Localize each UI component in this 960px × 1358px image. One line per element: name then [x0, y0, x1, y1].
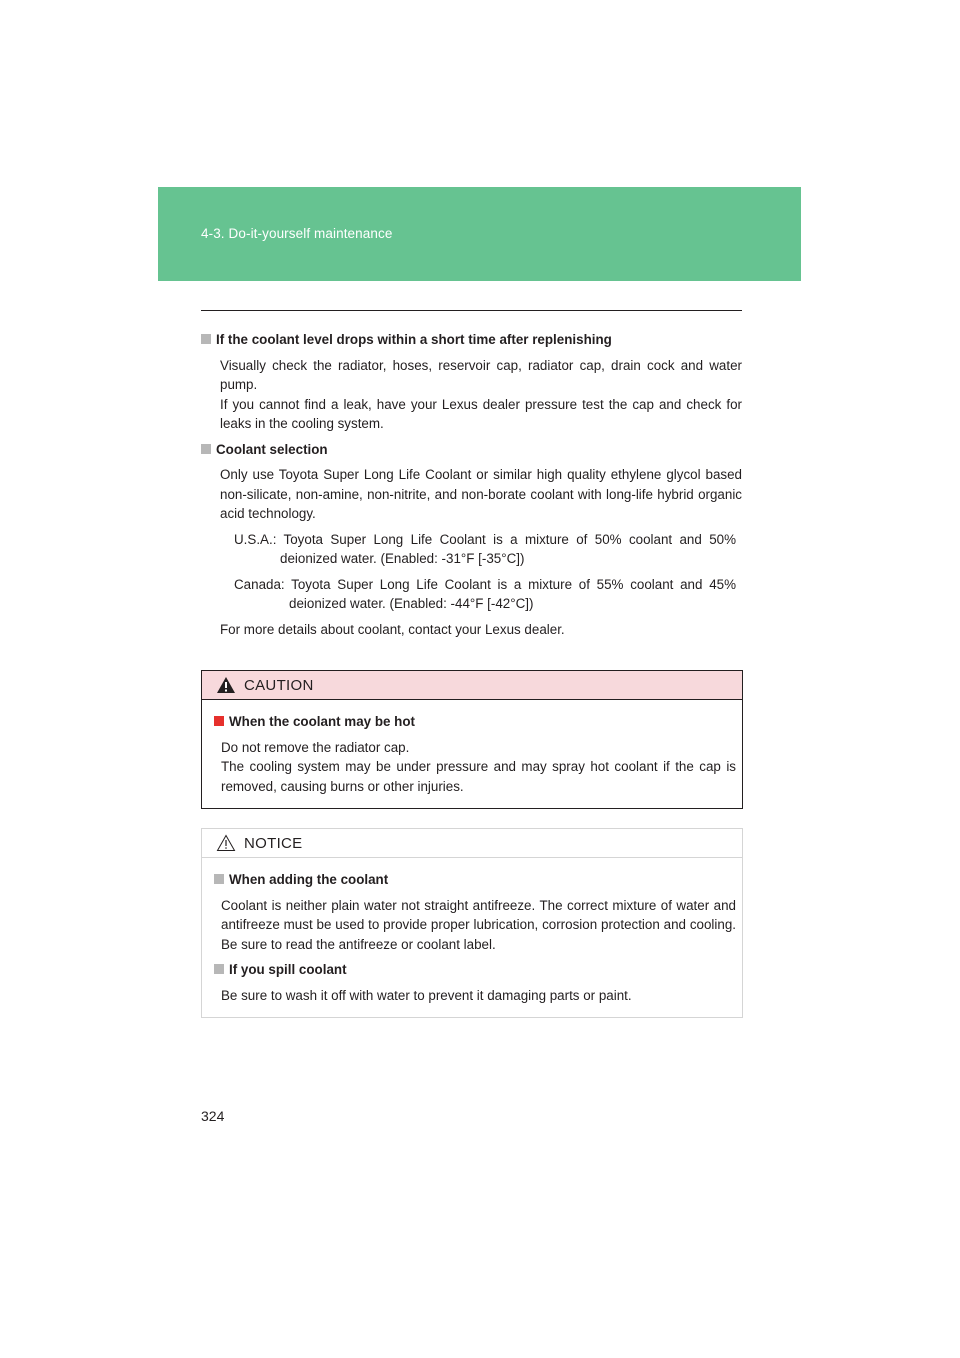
list-item-canada: Canada: Toyota Super Long Life Coolant is a mixture of 55% coolant and 45% deionized water. (Enabled: -44°F [-42°C]): [234, 576, 736, 611]
square-bullet-icon: [201, 444, 211, 454]
list-item-usa: U.S.A.: Toyota Super Long Life Coolant is a mixture of 50% coolant and 50% deionized water. (Enabled: -31°F [-35°C]): [234, 531, 736, 566]
caution-heading: [214, 712, 736, 732]
heading-text: If the coolant level drops within a short time after replenishing: [216, 332, 612, 347]
heading-text: Coolant selection: [216, 441, 328, 457]
square-bullet-icon: [214, 716, 224, 726]
section-title: 4-3. Do-it-yourself maintenance: [201, 226, 393, 241]
caution-header: [202, 671, 742, 700]
paragraph-block: [220, 465, 742, 524]
warning-triangle-icon: [216, 676, 236, 694]
notice-heading: [214, 960, 736, 980]
notice-box: [201, 828, 743, 1018]
paragraph: Only use Toyota Super Long Life Coolant or similar high quality ethylene glycol based non-silicate, non-amine, non-nitrite, and non-borate coolant with long-life hybrid organic acid technology.: [220, 467, 742, 521]
main-content: [201, 330, 742, 639]
paragraph: Coolant is neither plain water not straight antifreeze. The correct mixture of water and antifreeze must be used to provide proper lubrication, corrosion protection and cooling. Be sure to read the antifreeze or coolant label.: [221, 897, 736, 952]
notice-heading: [214, 870, 736, 890]
notice-body: [202, 858, 742, 1017]
paragraph: For more details about coolant, contact your Lexus dealer.: [220, 621, 565, 637]
paragraph: Visually check the radiator, hoses, reservoir cap, radiator cap, drain cock and water pump.: [220, 357, 742, 392]
section-heading: [201, 440, 742, 460]
square-bullet-icon: [201, 334, 211, 344]
paragraph-block: [221, 738, 736, 797]
paragraph-block: [220, 356, 742, 434]
heading-text: When adding the coolant: [229, 872, 389, 887]
section-heading: [201, 330, 742, 350]
page-number: 324: [201, 1108, 225, 1124]
heading-text: When the coolant may be hot: [229, 714, 415, 729]
paragraph: The cooling system may be under pressure and may spray hot coolant if the cap is removed, causing burns or other injuries.: [221, 759, 736, 794]
square-bullet-icon: [214, 964, 224, 974]
square-bullet-icon: [214, 874, 224, 884]
caution-title: CAUTION: [244, 676, 314, 694]
paragraph: Do not remove the radiator cap.: [221, 739, 410, 755]
warning-triangle-outline-icon: [216, 834, 236, 852]
notice-header: [202, 829, 742, 858]
paragraph: Be sure to wash it off with water to prevent it damaging parts or paint.: [221, 987, 632, 1003]
caution-box: [201, 670, 743, 809]
heading-text: If you spill coolant: [229, 962, 347, 977]
paragraph: If you cannot find a leak, have your Lexus dealer pressure test the cap and check for leaks in the cooling system.: [220, 396, 742, 431]
caution-body: [202, 700, 742, 808]
notice-title: NOTICE: [244, 834, 303, 852]
divider: [201, 310, 742, 311]
